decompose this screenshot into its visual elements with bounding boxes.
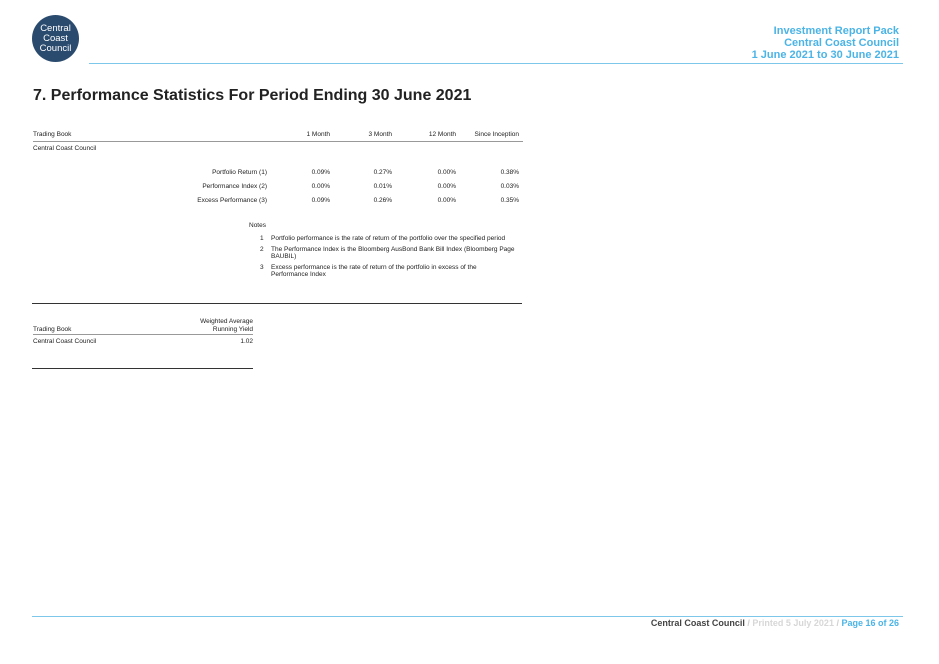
cell-since-inception: 0.03%	[500, 182, 519, 190]
notes-list	[260, 235, 525, 282]
council-logo	[32, 15, 79, 62]
group-label: Central Coast Council	[33, 145, 97, 152]
note-item	[260, 264, 525, 279]
table-row	[33, 338, 253, 345]
note-number: 3	[260, 263, 264, 271]
row-label: Central Coast Council	[33, 338, 97, 345]
cell-12-month: 0.00%	[437, 196, 456, 204]
section-divider	[32, 303, 522, 304]
report-organisation: Central Coast Council	[784, 37, 899, 49]
footer-organisation: Central Coast Council	[650, 618, 745, 628]
footer-separator: /	[744, 618, 753, 628]
notes-heading: Notes	[249, 222, 266, 229]
report-period: 1 June 2021 to 30 June 2021	[751, 49, 899, 61]
logo-line-2: Coast	[43, 32, 68, 44]
header-divider	[89, 63, 903, 64]
col-yield-line-2: Running Yield	[212, 325, 253, 333]
table-row	[33, 179, 523, 193]
footer-page-number: Page 16 of 26	[841, 618, 899, 628]
performance-table	[33, 131, 523, 207]
cell-since-inception: 0.35%	[500, 196, 519, 204]
col-trading-book: Trading Book	[33, 326, 72, 333]
note-item	[260, 246, 525, 261]
note-text: The Performance Index is the Bloomberg AusBond Bank Bill Index (Bloomberg Page BAUBIL)	[271, 245, 515, 260]
note-number: 1	[260, 235, 264, 242]
note-text: Excess performance is the rate of return of the portfolio in excess of the Performance Index	[271, 263, 477, 278]
cell-1-month: 0.00%	[311, 182, 330, 190]
yield-table-header	[33, 318, 253, 335]
section-divider	[32, 368, 253, 369]
col-3-month: 3 Month	[368, 131, 392, 138]
report-header	[752, 25, 899, 61]
cell-running-yield: 1.02	[240, 338, 253, 345]
cell-3-month: 0.27%	[373, 168, 392, 176]
col-1-month: 1 Month	[306, 131, 330, 138]
running-yield-table	[33, 318, 253, 345]
col-since-inception: Since Inception	[474, 131, 519, 138]
table-row	[33, 165, 523, 179]
cell-1-month: 0.09%	[311, 168, 330, 176]
logo-line-3: Council	[39, 42, 72, 54]
page-footer	[651, 618, 899, 628]
report-title: Investment Report Pack	[773, 25, 899, 37]
cell-12-month: 0.00%	[437, 168, 456, 176]
note-text: Portfolio performance is the rate of return of the portfolio over the specified period	[271, 235, 506, 242]
col-12-month: 12 Month	[428, 131, 456, 138]
cell-1-month: 0.09%	[311, 196, 330, 204]
cell-12-month: 0.00%	[437, 182, 456, 190]
col-trading-book: Trading Book	[33, 131, 72, 138]
col-weighted-average-running-yield	[196, 318, 253, 333]
performance-table-header	[33, 131, 523, 142]
cell-3-month: 0.26%	[373, 196, 392, 204]
cell-3-month: 0.01%	[373, 182, 392, 190]
row-label: Portfolio Return (1)	[212, 168, 267, 176]
footer-divider	[32, 616, 903, 617]
section-title: 7. Performance Statistics For Period Ending 30 June 2021	[33, 87, 472, 104]
footer-separator: /	[833, 618, 842, 628]
table-row	[33, 193, 523, 207]
note-number: 2	[260, 245, 264, 253]
row-label: Performance Index (2)	[202, 182, 267, 190]
footer-printed-date: Printed 5 July 2021	[752, 618, 834, 628]
logo-line-1: Central	[40, 22, 71, 34]
row-label: Excess Performance (3)	[197, 196, 267, 204]
col-yield-line-1: Weighted Average	[200, 318, 253, 325]
cell-since-inception: 0.38%	[500, 168, 519, 176]
note-item	[260, 235, 525, 243]
